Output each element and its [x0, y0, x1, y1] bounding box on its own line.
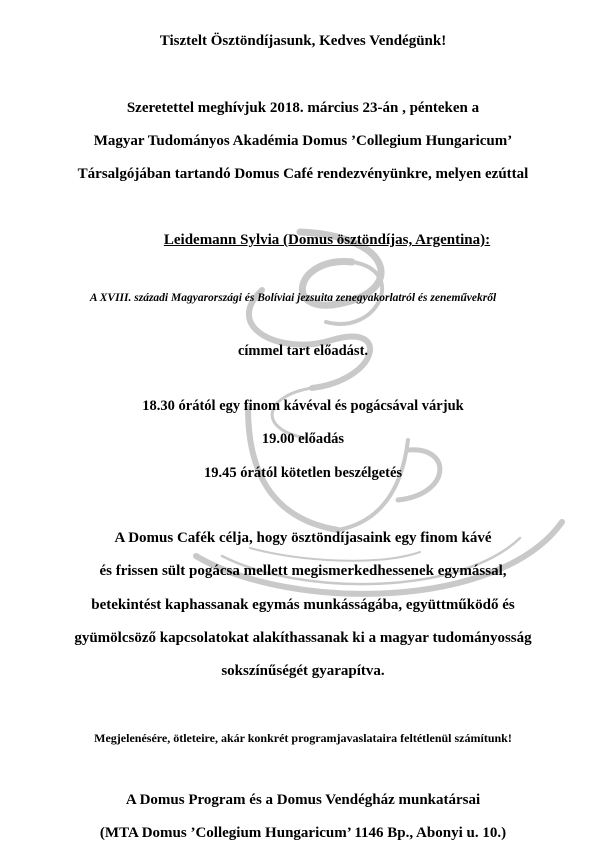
greeting: Tisztelt Ösztöndíjasunk, Kedves Vendégünk! — [159, 33, 447, 49]
purpose-line-3: betekintést kaphassanak egymás munkásságába, együttműködő és — [91, 597, 515, 613]
schedule-item-discussion: 19.45 órától kötetlen beszélgetés — [203, 465, 403, 481]
speaker-name: Leidemann Sylvia (Domus ösztöndíjas, Argentina): — [163, 232, 491, 248]
invitation-line-1: Szeretettel meghívjuk 2018. március 23-án , pénteken a — [126, 100, 480, 116]
purpose-line-1: A Domus Cafék célja, hogy ösztöndíjasaink egy finom kávé — [114, 530, 492, 546]
purpose-line-5: sokszínűségét gyarapítva. — [221, 663, 385, 679]
signature-line-1: A Domus Program és a Domus Vendégház munkatársai — [125, 792, 481, 808]
schedule-item-coffee: 18.30 órától egy finom kávéval és pogácsával várjuk — [142, 398, 464, 414]
closing-note: Megjelenésére, ötleteire, akár konkrét programjavaslataira feltétlenül számítunk! — [94, 731, 512, 745]
schedule-item-lecture: 19.00 előadás — [261, 431, 345, 447]
invitation-line-2: Magyar Tudományos Akadémia Domus ’Collegium Hungaricum’ — [93, 133, 513, 149]
purpose-line-2: és frissen sült pogácsa mellett megismerkedhessenek egymással, — [99, 563, 507, 579]
purpose-line-4: gyümölcsöző kapcsolatokat alakíthassanak ki a magyar tudományosság — [74, 630, 532, 646]
signature-line-2: (MTA Domus ’Collegium Hungaricum’ 1146 Bp., Abonyi u. 10.) — [99, 825, 507, 841]
talk-title: A XVIII. századi Magyarországi és Bolíviai jezsuita zenegyakorlatról és zeneművekről — [89, 292, 497, 304]
invitation-line-3: Társalgójában tartandó Domus Café rendezvényünkre, melyen ezúttal — [77, 166, 529, 182]
talk-suffix: címmel tart előadást. — [237, 343, 369, 359]
